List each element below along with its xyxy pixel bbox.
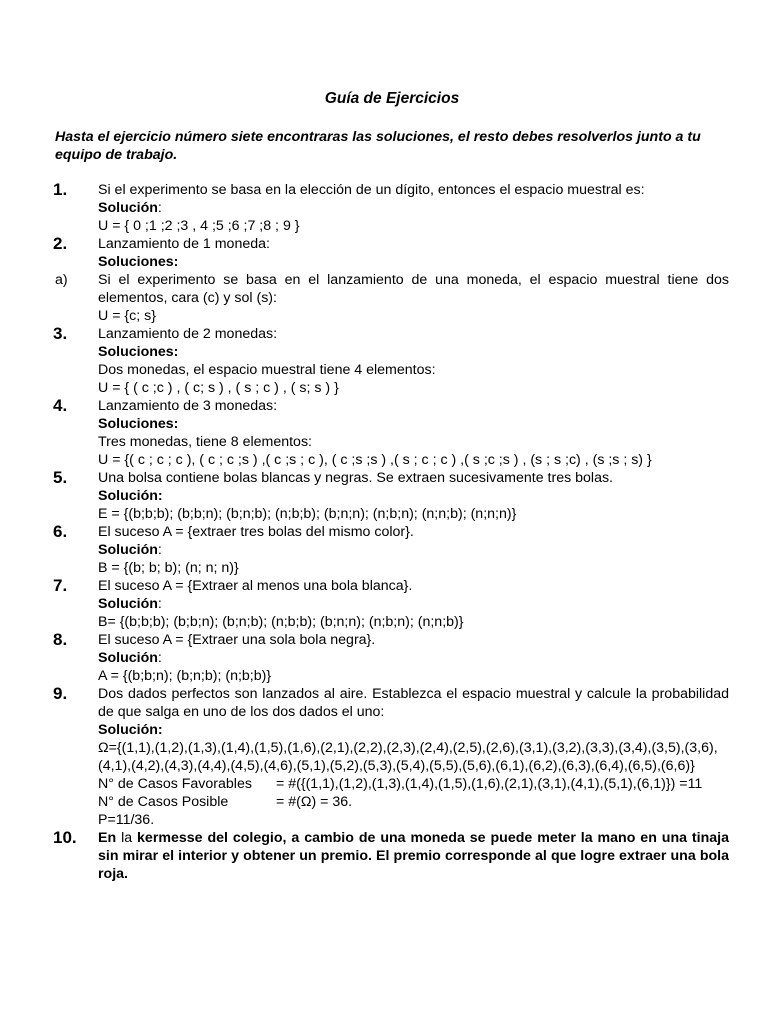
solution-label: Soluciones: (98, 416, 179, 432)
exercise-5 (0, 469, 768, 523)
solution-heading (98, 541, 729, 559)
exercise-number: 4. (53, 396, 68, 415)
solution-colon: : (157, 650, 162, 666)
sub-item-text: Si el experimento se basa en el lanzamiento de una moneda, el espacio muestral tiene dos elementos, cara (c) y sol (s): (98, 272, 729, 306)
exercise-statement: Lanzamiento de 1 moneda: (98, 236, 270, 252)
solution-answer: A = {(b;b;n); (b;n;b); (n;b;b)} (98, 668, 272, 684)
favorable-cases (98, 775, 729, 793)
solution-heading (98, 595, 729, 613)
exercise-6 (0, 523, 768, 577)
exercise-9 (0, 685, 768, 829)
solution-answer: U = { 0 ;1 ;2 ;3 , 4 ;5 ;6 ;7 ;8 ; 9 } (98, 218, 300, 234)
solution-answer: B = {(b; b; b); (n; n; n)} (98, 560, 239, 576)
exercise-3 (0, 325, 768, 397)
solution-label: Soluciones: (98, 344, 179, 360)
statement-part-2: la (116, 830, 138, 846)
exercise-7 (0, 577, 768, 631)
exercise-statement: El suceso A = {Extraer al menos una bola blanca}. (98, 578, 413, 594)
solution-label: Solución (98, 200, 158, 216)
exercise-statement: El suceso A = {Extraer una sola bola negra}. (98, 632, 376, 648)
possible-cases (98, 793, 729, 811)
solution-label: Soluciones: (98, 254, 179, 270)
exercise-10 (0, 829, 768, 883)
statement-part-3: kermesse del colegio, a cambio de una moneda se puede meter la mano en una tinaja sin mirar el interior y obtener un premio. El premio corresponde al que logre extraer una bola roja. (98, 830, 729, 882)
solution-answer: B= {(b;b;b); (b;b;n); (b;n;b); (n;b;b); (b;n;n); (n;b;n); (n;n;b)} (98, 614, 464, 630)
exercise-statement (98, 829, 729, 883)
solution-label: Solución: (98, 722, 163, 738)
solution-heading (98, 649, 729, 667)
exercise-statement: Una bolsa contiene bolas blancas y negras. Se extraen sucesivamente tres bolas. (98, 470, 613, 486)
exercise-2a (0, 271, 768, 325)
sub-item-label: a) (55, 272, 68, 288)
solution-description: Dos monedas, el espacio muestral tiene 4 elementos: (98, 362, 436, 378)
solution-answer: U = {( c ; c ; c ), ( c ; c ;s ) ,( c ;s ; c ), ( c ;s ;s ) ,( s ; c ; c ) ,( s ;c ;s ) , (s ; s ;c) , (s ;s ; s) } (98, 452, 652, 468)
exercise-statement: Si el experimento se basa en la elección de un dígito, entonces el espacio muestral es: (98, 182, 645, 198)
exercise-2 (0, 235, 768, 325)
solution-label: Solución (98, 596, 158, 612)
solution-colon: : (157, 200, 162, 216)
solution-answer: U = { ( c ;c ) , ( c; s ) , ( s ; c ) , ( s; s ) } (98, 380, 339, 396)
sample-space: Ω={(1,1),(1,2),(1,3),(1,4),(1,5),(1,6),(2,1),(2,2),(2,3),(2,4),(2,5),(2,6),(3,1),(3,2),(3,3),(3,4),(3,5),(3,6),(4,1),(4,2),(4,3),(4,4),(4,5),(4,6),(5,1),(5,2),(5,3),(5,4),(5,5),(5,6),(6,1),(6,2),(6,3),(6,4),(6,5),(6,6)} (98, 740, 718, 774)
exercise-number: 3. (53, 324, 68, 343)
solution-label: Solución (98, 542, 158, 558)
exercise-number: 7. (53, 576, 68, 595)
statement-part-1: En (98, 830, 117, 846)
exercise-number: 9. (53, 684, 68, 703)
exercise-number: 1. (53, 180, 68, 199)
exercise-number: 10. (53, 828, 77, 847)
solution-answer: U = {c; s} (98, 308, 156, 324)
solution-heading (98, 199, 729, 217)
exercise-statement: El suceso A = {extraer tres bolas del mismo color}. (98, 524, 414, 540)
solution-colon: : (157, 542, 162, 558)
exercise-number: 8. (53, 630, 68, 649)
exercise-statement: Dos dados perfectos son lanzados al aire. Establezca el espacio muestral y calcule la probabilidad de que salga en uno de los dos dados el uno: (98, 686, 729, 720)
favorable-value: = #({(1,1),(1,2),(1,3),(1,4),(1,5),(1,6),(2,1),(3,1),(4,1),(5,1),(6,1)}) =11 (276, 776, 703, 792)
exercise-number: 6. (53, 522, 68, 541)
exercise-4 (0, 397, 768, 469)
possible-value: = #(Ω) = 36. (276, 794, 353, 810)
probability-result: P=11/36. (98, 812, 155, 828)
solution-colon: : (157, 596, 162, 612)
exercise-list (0, 181, 768, 883)
exercise-1 (0, 181, 768, 235)
exercise-statement: Lanzamiento de 2 monedas: (98, 326, 278, 342)
intro-text: Hasta el ejercicio número siete encontraras las soluciones, el resto debes resolverlos junto a tu equipo de trabajo. (55, 129, 701, 163)
solution-answer: E = {(b;b;b); (b;b;n); (b;n;b); (n;b;b); (b;n;n); (n;b;n); (n;n;b); (n;n;n)} (98, 506, 517, 522)
solution-label: Solución (98, 650, 158, 666)
exercise-number: 2. (53, 234, 68, 253)
exercise-number: 5. (53, 468, 68, 487)
solution-label: Solución: (98, 488, 163, 504)
solution-description: Tres monedas, tiene 8 elementos: (98, 434, 312, 450)
exercise-8 (0, 631, 768, 685)
exercise-statement: Lanzamiento de 3 monedas: (98, 398, 278, 414)
page-title: Guía de Ejercicios (324, 90, 460, 107)
possible-label: N° de Casos Posible (98, 794, 229, 810)
favorable-label: N° de Casos Favorables (98, 776, 252, 792)
